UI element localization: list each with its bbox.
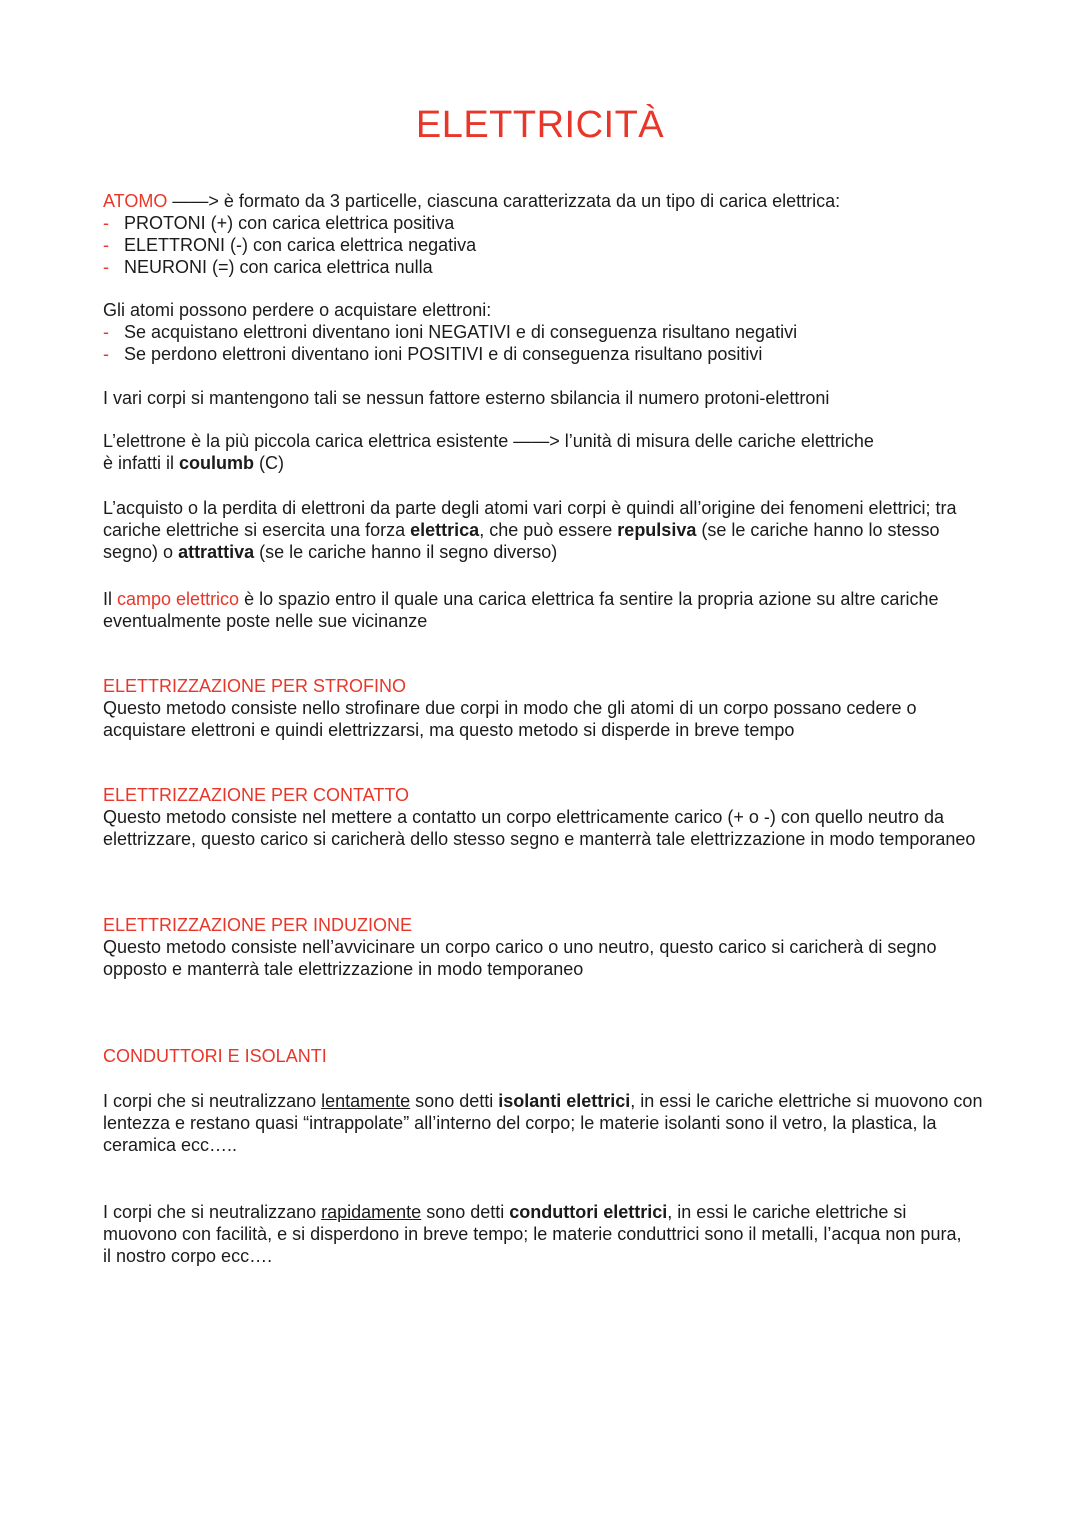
corpi-paragraph bbox=[103, 387, 983, 409]
atomo-line bbox=[103, 190, 983, 212]
isolanti-paragraph bbox=[103, 1090, 983, 1156]
section-heading: CONDUTTORI E ISOLANTI bbox=[103, 1046, 327, 1066]
atomo-text: ——> è formato da 3 particelle, ciascuna caratterizzata da un tipo di carica elettrica: bbox=[167, 191, 841, 211]
forza-bold-1: elettrica bbox=[410, 520, 480, 540]
atomo-label: ATOMO bbox=[103, 191, 168, 211]
ioni-section bbox=[103, 299, 983, 365]
induzione-section bbox=[103, 914, 973, 980]
unit-term: coulumb bbox=[179, 453, 255, 473]
conduttori-text-1: I corpi che si neutralizzano bbox=[103, 1202, 322, 1222]
dash-bullet-icon: - bbox=[103, 344, 109, 364]
ioni-intro: Gli atomi possono perdere o acquistare elettroni: bbox=[103, 300, 492, 320]
conduttori-text-2: sono detti bbox=[421, 1202, 510, 1222]
forza-text-4: (se le cariche hanno il segno diverso) bbox=[254, 542, 558, 562]
forza-text bbox=[103, 497, 973, 563]
forza-text-3: (se le cariche hanno lo stesso segno) o bbox=[103, 520, 940, 562]
section-heading: ELETTRIZZAZIONE PER CONTATTO bbox=[103, 785, 410, 805]
bold-term: isolanti elettrici bbox=[498, 1091, 631, 1111]
forza-bold-2: repulsiva bbox=[617, 520, 697, 540]
contatto-section bbox=[103, 784, 983, 850]
isolanti-text-3: , in essi le cariche elettriche si muovono con lentezza e restano quasi “intrappolate” all’interno del corpo; le materie isolanti sono il vetro, la plastica, la ceramica ecc….. bbox=[103, 1091, 983, 1155]
dash-bullet-icon: - bbox=[103, 322, 109, 342]
atomo-section bbox=[103, 190, 983, 278]
forza-text-1: L’acquisto o la perdita di elettroni da parte degli atomi vari corpi è quindi all’origine dei fenomeni elettrici; tra cariche elettriche si esercita una forza bbox=[103, 498, 957, 540]
underlined-term: lentamente bbox=[321, 1091, 411, 1111]
elettrone-text: è infatti il bbox=[103, 453, 180, 473]
list-item bbox=[103, 212, 983, 234]
forza-text-2: , che può essere bbox=[479, 520, 618, 540]
section-text: Questo metodo consiste nello strofinare due corpi in modo che gli atomi di un corpo possano cedere o acquistare elettroni e quindi elettrizzarsi, ma questo metodo si disperde in breve tempo bbox=[103, 698, 917, 740]
underlined-term: rapidamente bbox=[321, 1202, 422, 1222]
campo-text bbox=[103, 588, 973, 632]
bold-term: conduttori elettrici bbox=[509, 1202, 668, 1222]
conduttori-paragraph bbox=[103, 1201, 963, 1267]
list-item-text: Se acquistano elettroni diventano ioni NEGATIVI e di conseguenza risultano negativi bbox=[124, 322, 798, 342]
dash-bullet-icon: - bbox=[103, 213, 109, 233]
isolanti-text bbox=[103, 1090, 983, 1156]
unit-symbol: (C) bbox=[254, 453, 285, 473]
list-item-text: ELETTRONI (-) con carica elettrica negativa bbox=[124, 235, 477, 255]
forza-bold-3: attrattiva bbox=[178, 542, 255, 562]
list-item bbox=[103, 256, 983, 278]
conduttori-text bbox=[103, 1201, 963, 1267]
elettrone-line1: L’elettrone è la più piccola carica elettrica esistente ——> l’unità di misura delle cariche elettriche bbox=[103, 431, 874, 451]
list-item-text: PROTONI (+) con carica elettrica positiva bbox=[124, 213, 455, 233]
forza-paragraph bbox=[103, 497, 973, 563]
list-item bbox=[103, 234, 983, 256]
list-item-text: NEURONI (=) con carica elettrica nulla bbox=[124, 257, 433, 277]
elettrone-line2 bbox=[103, 452, 983, 474]
campo-text-2: è lo spazio entro il quale una carica elettrica fa sentire la propria azione su altre cariche eventualmente poste nelle sue vicinanze bbox=[103, 589, 939, 631]
conduttori-heading-block bbox=[103, 1045, 983, 1067]
section-heading: ELETTRIZZAZIONE PER STROFINO bbox=[103, 676, 407, 696]
elettrone-paragraph bbox=[103, 430, 983, 474]
strofino-section bbox=[103, 675, 973, 741]
section-text: Questo metodo consiste nel mettere a contatto un corpo elettricamente carico (+ o -) con quello neutro da elettrizzare, questo carico si caricherà dello stesso segno e manterrà tale elettrizzazione in modo temporaneo bbox=[103, 807, 976, 849]
list-item-text: Se perdono elettroni diventano ioni POSITIVI e di conseguenza risultano positivi bbox=[124, 344, 763, 364]
campo-text-1: Il bbox=[103, 589, 118, 609]
campo-term: campo elettrico bbox=[117, 589, 240, 609]
list-item bbox=[103, 343, 983, 365]
campo-paragraph bbox=[103, 588, 973, 632]
isolanti-text-1: I corpi che si neutralizzano bbox=[103, 1091, 322, 1111]
page-title: ELETTRICITÀ bbox=[415, 104, 665, 146]
section-text: Questo metodo consiste nell’avvicinare un corpo carico o uno neutro, questo carico si caricherà di segno opposto e manterrà tale elettrizzazione in modo temporaneo bbox=[103, 937, 937, 979]
list-item bbox=[103, 321, 983, 343]
dash-bullet-icon: - bbox=[103, 257, 109, 277]
section-heading: ELETTRIZZAZIONE PER INDUZIONE bbox=[103, 915, 413, 935]
conduttori-text-3: , in essi le cariche elettriche si muovono con facilità, e si disperdono in breve tempo; le materie conduttrici sono il metalli, l’acqua non pura, il nostro corpo ecc…. bbox=[103, 1202, 962, 1266]
dash-bullet-icon: - bbox=[103, 235, 109, 255]
corpi-text: I vari corpi si mantengono tali se nessun fattore esterno sbilancia il numero protoni-elettroni bbox=[103, 388, 830, 408]
isolanti-text-2: sono detti bbox=[410, 1091, 499, 1111]
